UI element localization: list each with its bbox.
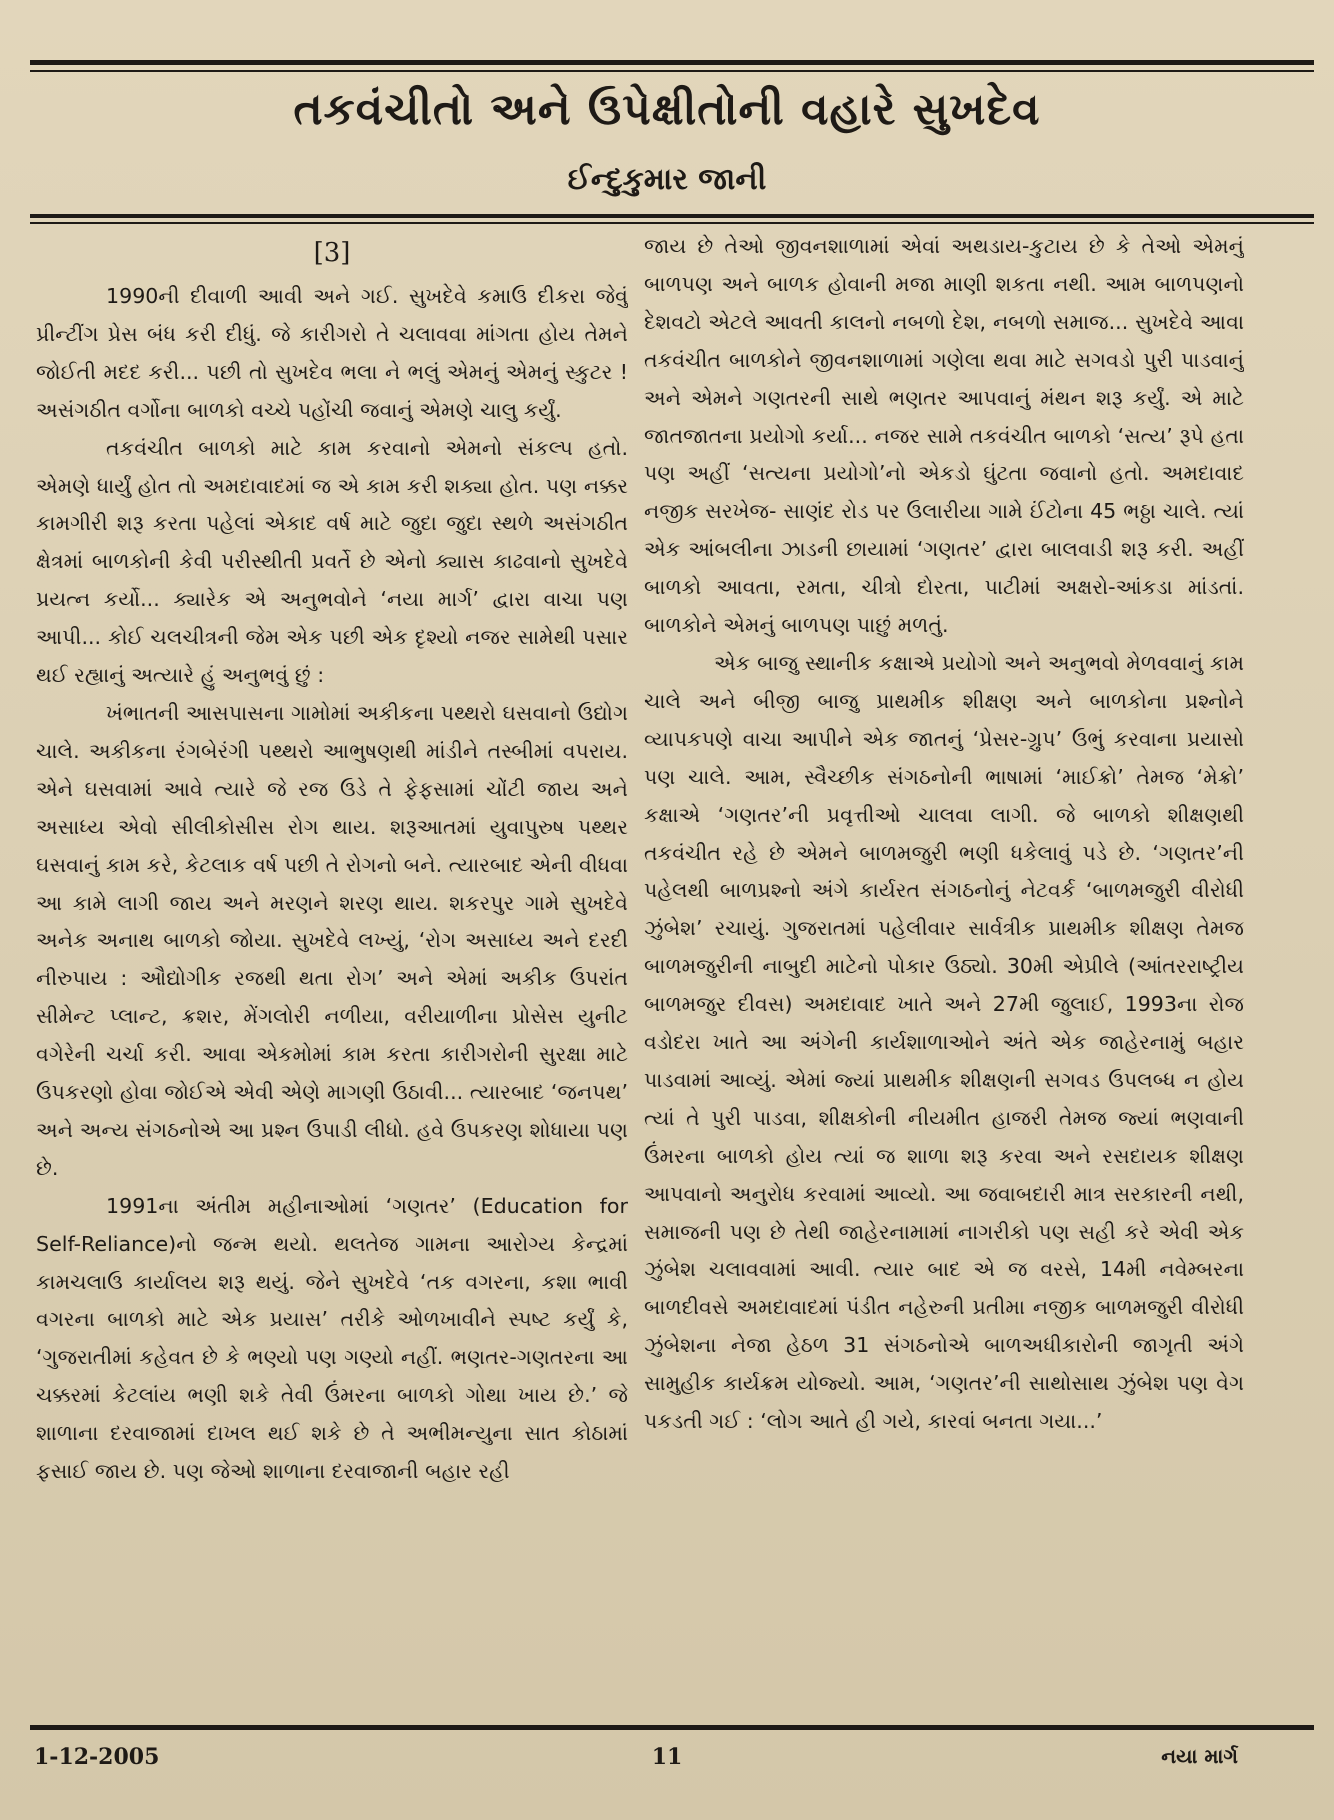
left-paragraph-4: 1991ના અંતીમ મહીનાઓમાં ‘ગણતર’ (Education for Self-Reliance)નો જન્મ થયો. થલતેજ ગામના આરોગ્ય કેન્દ્રમાં કામચલાઉ કાર્યાલય શરૂ થયું. જેને સુખદેવે ‘તક વગરના, કશા ભાવી વગરના બાળકો માટે એક પ્રયાસ’ તરીકે ઓળખાવીને સ્પષ્ટ કર્યું કે, ‘ગુજરાતીમાં કહેવત છે કે ભણ્યો પણ ગણ્યો નહીં. ભણતર-ગણતરના આ ચક્કરમાં કેટલાંય ભણી શકે તેવી ઉંમરના બાળકો ગોથા ખાય છે.’ જે શાળાના દરવાજામાં દાખલ થઈ શકે છે તે અભીમન્યુના સાત કોઠામાં ફસાઈ જાય છે. પણ જેઓ શાળાના દરવાજાની બહાર રહી — [36, 1193, 628, 1484]
footer-rule — [30, 1725, 1314, 1730]
article-title: તકવંચીતો અને ઉપેક્ષીતોની વહારે સુખદેવ — [293, 84, 1041, 135]
right-column — [644, 228, 1244, 1708]
issue-date: 1-12-2005 — [34, 1744, 160, 1770]
header-rule-thick — [30, 60, 1314, 65]
page-number: 11 — [651, 1744, 683, 1770]
magazine-name: નયા માર્ગ — [1161, 1744, 1238, 1768]
byline-rule-thin — [30, 222, 1314, 224]
article-author: ઈન્દુકુમાર જાની — [567, 162, 767, 197]
section-number: [3] — [313, 238, 351, 268]
right-paragraph-1: જાય છે તેઓ જીવનશાળામાં એવાં અથડાય-કુટાય છે કે તેઓ એમનું બાળપણ અને બાળક હોવાની મજા માણી શકતા નથી. આમ બાળપણનો દેશવટો એટલે આવતી કાલનો નબળો દેશ, નબળો સમાજ... સુખદેવે આવા તકવંચીત બાળકોને જીવનશાળામાં ગણેલા થવા માટે સગવડો પુરી પાડવાનું અને એમને ગણતરની સાથે ભણતર આપવાનું મંથન શરૂ કર્યું. એ માટે જાતજાતના પ્રયોગો કર્યા... નજર સામે તકવંચીત બાળકો ‘સત્ય’ રૂપે હતા પણ અહીં ‘સત્યના પ્રયોગો’નો એકડો ઘુંટતા જવાનો હતો. અમદાવાદ નજીક સરખેજ- સાણંદ રોડ પર ઉલારીયા ગામે ઈંટોના 45 ભઠ્ઠા ચાલે. ત્યાં એક આંબલીના ઝાડની છાયામાં ‘ગણતર’ દ્વારા બાલવાડી શરૂ કરી. અહીં બાળકો આવતા, રમતા, ચીત્રો દોરતા, પાટીમાં અક્ષરો-આંકડા માંડતાં. બાળકોને એમનું બાળપણ પાછું મળતું. — [644, 234, 1244, 638]
right-paragraph-2: એક બાજુ સ્થાનીક કક્ષાએ પ્રયોગો અને અનુભવો મેળવવાનું કામ ચાલે અને બીજી બાજુ પ્રાથમીક શીક્ષણ અને બાળકોના પ્રશ્નોને વ્યાપકપણે વાચા આપીને એક જાતનું ‘પ્રેસર-ગ્રુપ’ ઉભું કરવાના પ્રયાસો પણ ચાલે. આમ, સ્વૈચ્છીક સંગઠનોની ભાષામાં ‘માઈક્રો’ તેમજ ‘મેક્રો’ કક્ષાએ ‘ગણતર’ની પ્રવૃત્તીઓ ચાલવા લાગી. જે બાળકો શીક્ષણથી તકવંચીત રહે છે એમને બાળમજુરી ભણી ધકેલાવું પડે છે. ‘ગણતર’ની પહેલથી બાળપ્રશ્નો અંગે કાર્યરત સંગઠનોનું નેટવર્ક ‘બાળમજુરી વીરોધી ઝુંબેશ’ રચાયું. ગુજરાતમાં પહેલીવાર સાર્વત્રીક પ્રાથમીક શીક્ષણ તેમજ બાળમજુરીની નાબુદી માટેનો પોકાર ઉઠ્યો. 30મી એપ્રીલે (આંતરરાષ્ટ્રીય બાળમજુર દીવસ) અમદાવાદ ખાતે અને 27મી જુલાઈ, 1993ના રોજ વડોદરા ખાતે આ અંગેની કાર્યશાળાઓને અંતે એક જાહેરનામું બહાર પાડવામાં આવ્યું. એમાં જ્યાં પ્રાથમીક શીક્ષણની સગવડ ઉપલબ્ધ ન હોય ત્યાં તે પુરી પાડવા, શીક્ષકોની નીયમીત હાજરી તેમજ જ્યાં ભણવાની ઉંમરના બાળકો હોય ત્યાં જ શાળા શરૂ કરવા અને રસદાયક શીક્ષણ આપવાનો અનુરોધ કરવામાં આવ્યો. આ જવાબદારી માત્ર સરકારની નથી, સમાજની પણ છે તેથી જાહેરનામામાં નાગરીકો પણ સહી કરે એવી એક ઝુંબેશ ચલાવવામાં આવી. ત્યાર બાદ એ જ વરસે, 14મી નવેમ્બરના બાળદીવસે અમદાવાદમાં પંડીત નહેરુની પ્રતીમા નજીક બાળમજુરી વીરોધી ઝુંબેશના નેજા હેઠળ 31 સંગઠનોએ બાળઅધીકારોની જાગૃતી અંગે સામુહીક કાર્યક્રમ યોજ્યો. આમ, ‘ગણતર’ની સાથોસાથ ઝુંબેશ પણ વેગ પકડતી ગઈ : ‘લોગ આતે હી ગયે, કારવાં બનતા ગયા...’ — [644, 650, 1244, 1434]
left-column — [36, 228, 628, 1708]
byline-rule-thick — [30, 214, 1314, 218]
left-paragraph-1: 1990ની દીવાળી આવી અને ગઈ. સુખદેવે કમાઉ દીકરા જેવું પ્રીન્ટીંગ પ્રેસ બંધ કરી દીધું. જે કારીગરો તે ચલાવવા માંગતા હોય તેમને જોઈતી મદદ કરી... પછી તો સુખદેવ ભલા ને ભલું એમનું એમનું સ્કુટર ! અસંગઠીત વર્ગોના બાળકો વચ્ચે પહોંચી જવાનું એમણે ચાલુ કર્યું. — [36, 284, 628, 422]
header-rule-thin — [30, 70, 1314, 72]
left-paragraph-3: ખંભાતની આસપાસના ગામોમાં અકીકના પથ્થરો ઘસવાનો ઉદ્યોગ ચાલે. અકીકના રંગબેરંગી પથ્થરો આભુષણથી માંડીને તસ્બીમાં વપરાય. એને ઘસવામાં આવે ત્યારે જે રજ ઉડે તે ફેફસામાં ચોંટી જાય અને અસાધ્ય એવો સીલીકોસીસ રોગ થાય. શરૂઆતમાં યુવાપુરુષ પથ્થર ઘસવાનું કામ કરે, કેટલાક વર્ષ પછી તે રોગનો બને. ત્યારબાદ એની વીધવા આ કામે લાગી જાય અને મરણને શરણ થાય. શકરપુર ગામે સુખદેવે અનેક અનાથ બાળકો જોયા. સુખદેવે લખ્યું, ‘રોગ અસાધ્ય અને દરદી નીરુપાય : ઔદ્યોગીક રજથી થતા રોગ’ અને એમાં અકીક ઉપરાંત સીમેન્ટ પ્લાન્ટ, ક્રશર, મેંગલોરી નળીયા, વરીયાળીના પ્રોસેસ યુનીટ વગેરેની ચર્ચા કરી. આવા એકમોમાં કામ કરતા કારીગરોની સુરક્ષા માટે ઉપકરણો હોવા જોઈએ એવી એણે માગણી ઉઠાવી... ત્યારબાદ ‘જનપથ’ અને અન્ય સંગઠનોએ આ પ્રશ્ન ઉપાડી લીધો. હવે ઉપકરણ શોધાયા પણ છે. — [36, 700, 628, 1180]
left-paragraph-2: તકવંચીત બાળકો માટે કામ કરવાનો એમનો સંકલ્પ હતો. એમણે ધાર્યું હોત તો અમદાવાદમાં જ એ કામ કરી શક્યા હોત. પણ નક્કર કામગીરી શરૂ કરતા પહેલાં એકાદ વર્ષ માટે જુદા જુદા સ્થળે અસંગઠીત ક્ષેત્રમાં બાળકોની કેવી પરીસ્થીતી પ્રવર્તે છે એનો ક્યાસ કાઢવાનો સુખદેવે પ્રયત્ન કર્યો... ક્યારેક એ અનુભવોને ‘નયા માર્ગ’ દ્વારા વાચા પણ આપી... કોઈ ચલચીત્રની જેમ એક પછી એક દૃશ્યો નજર સામેથી પસાર થઈ રહ્યાનું અત્યારે હું અનુભવું છું : — [36, 435, 628, 688]
